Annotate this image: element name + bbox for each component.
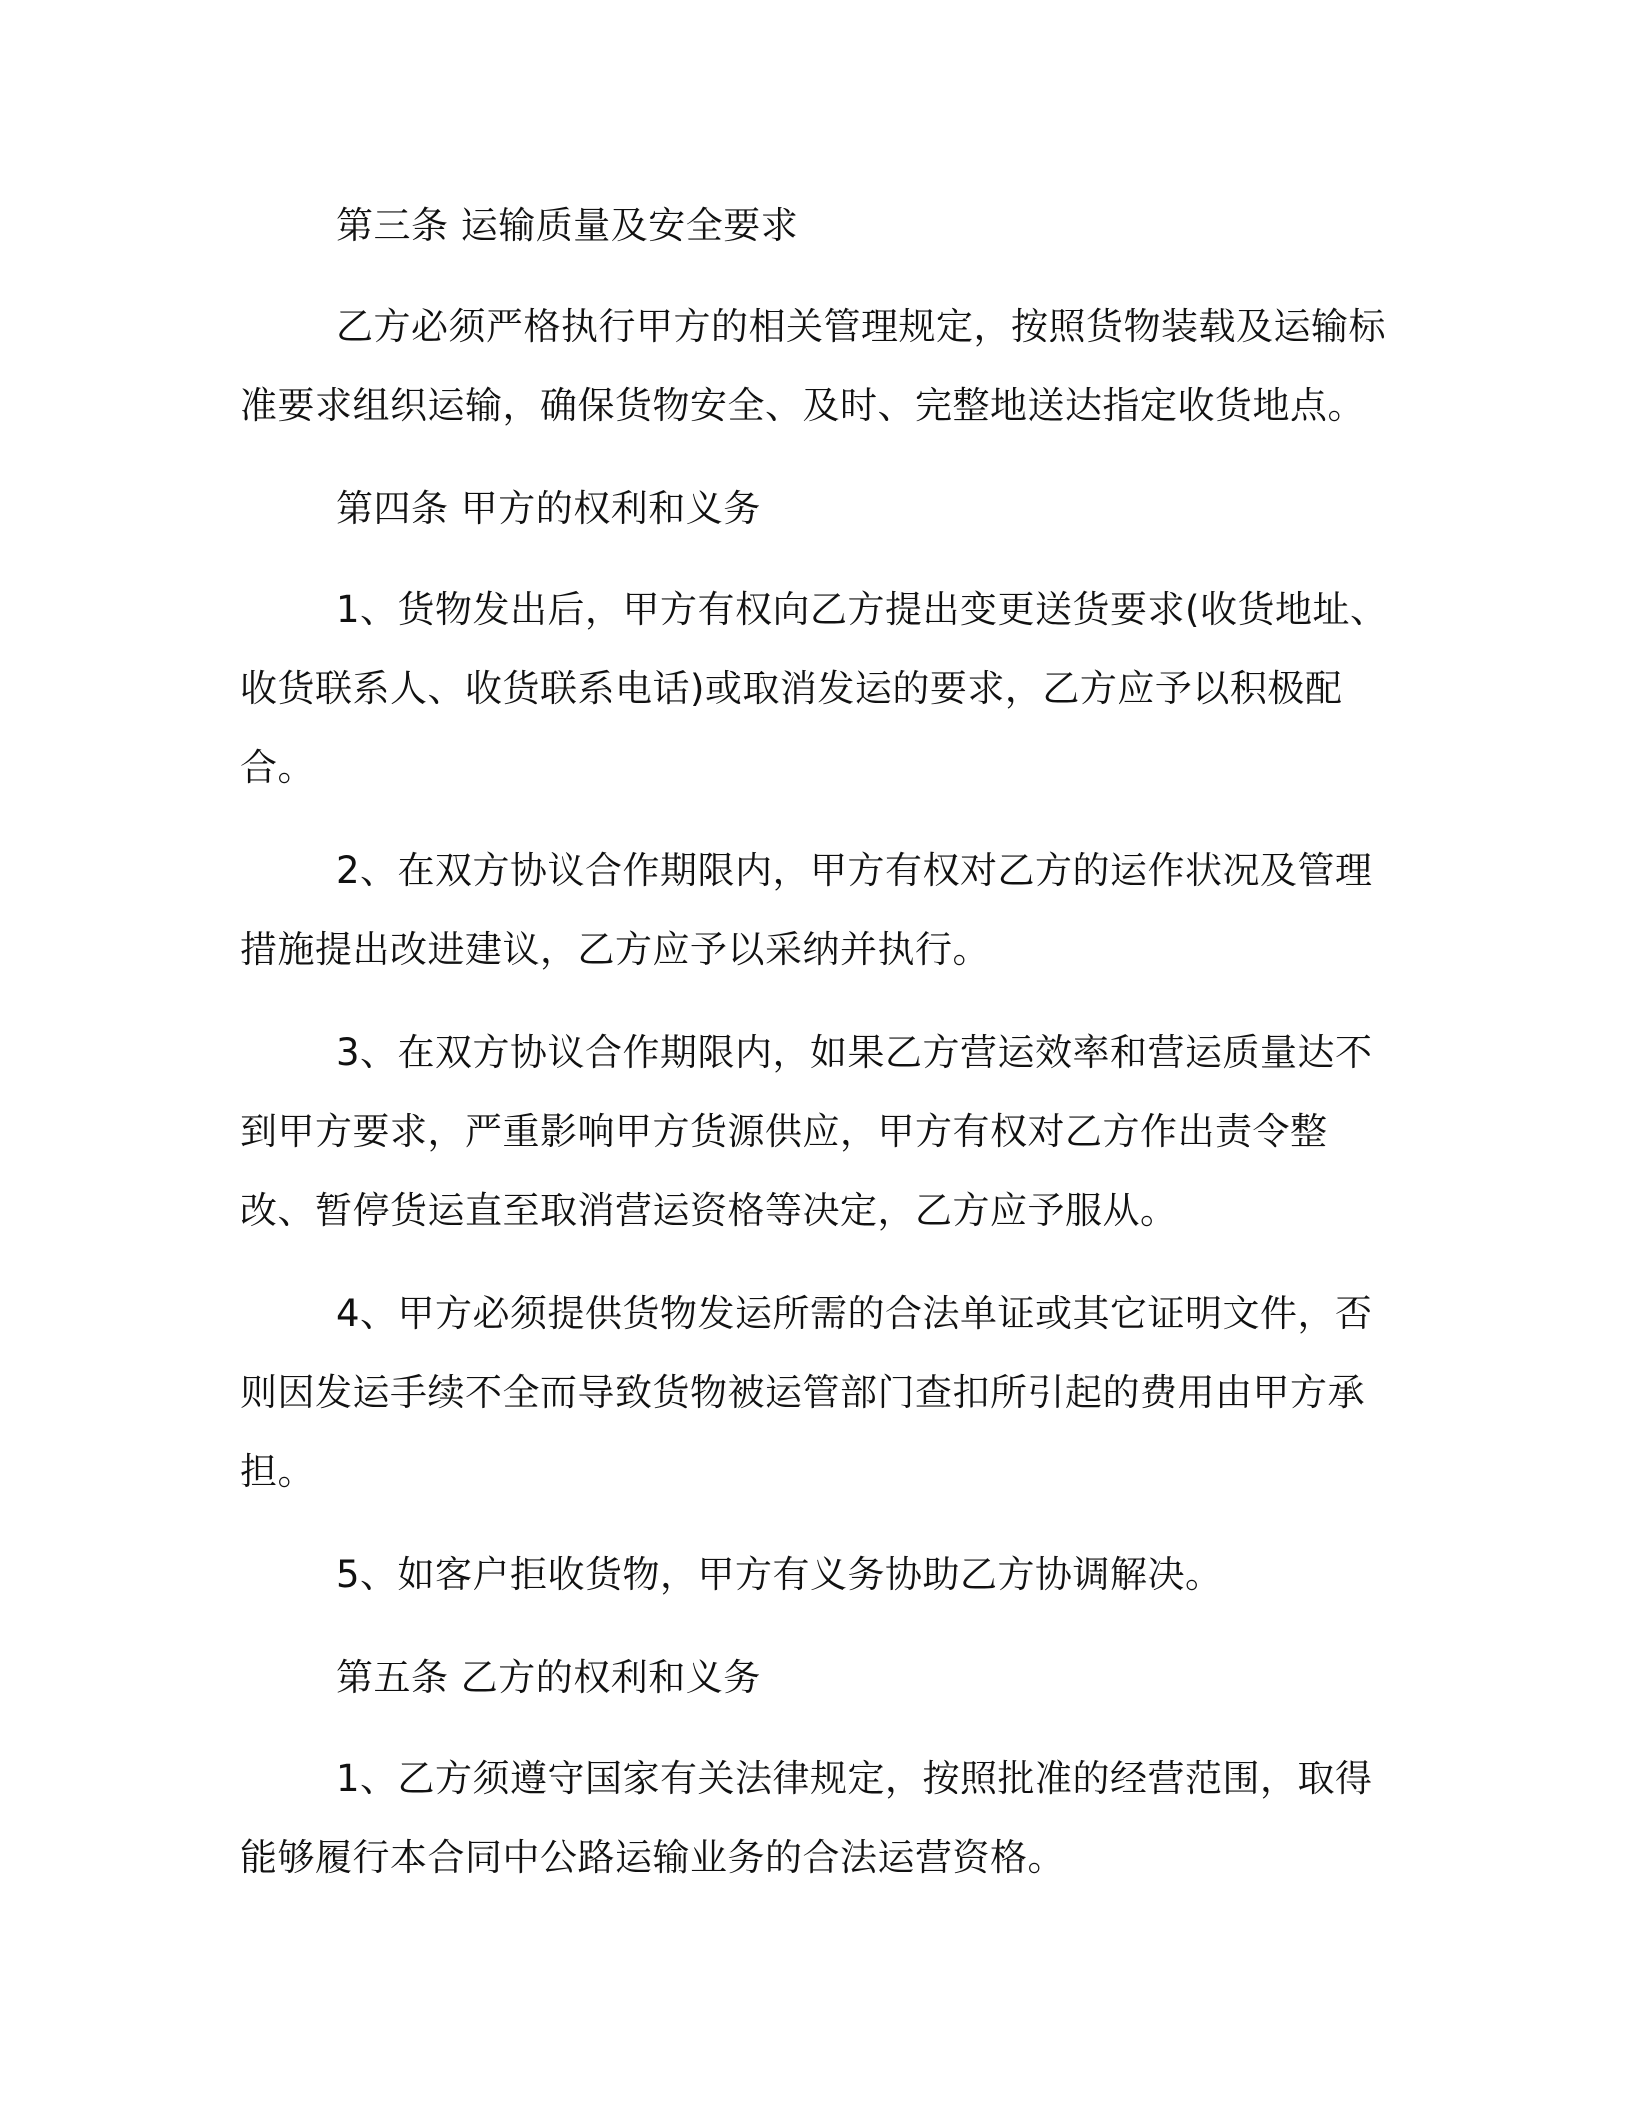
article4-item-4: 4、甲方必须提供货物发运所需的合法单证或其它证明文件，否则因发运手续不全而导致货物被运管部门查扣所引起的费用由甲方承担。 (240, 1292, 1373, 1493)
article5-heading: 第五条 乙方的权利和义务 (336, 1656, 761, 1699)
document-body (240, 186, 1390, 1897)
article4-heading: 第四条 甲方的权利和义务 (336, 487, 761, 530)
article3-body: 乙方必须严格执行甲方的相关管理规定，按照货物装载及运输标准要求组织运输，确保货物安全、及时、完整地送达指定收货地点。 (240, 305, 1386, 427)
article3-heading: 第三条 运输质量及安全要求 (336, 204, 799, 247)
article4-item-1: 1、货物发出后，甲方有权向乙方提出变更送货要求(收货地址、收货联系人、收货联系电话)或取消发运的要求，乙方应予以积极配合。 (240, 588, 1388, 789)
article4-item-5: 5、如客户拒收货物，甲方有义务协助乙方协调解决。 (336, 1553, 1223, 1596)
article4-item-2: 2、在双方协议合作期限内，甲方有权对乙方的运作状况及管理措施提出改进建议，乙方应予以采纳并执行。 (240, 849, 1373, 971)
article5-item-1: 1、乙方须遵守国家有关法律规定，按照批准的经营范围，取得能够履行本合同中公路运输业务的合法运营资格。 (240, 1757, 1373, 1879)
article4-item-3: 3、在双方协议合作期限内，如果乙方营运效率和营运质量达不到甲方要求，严重影响甲方货源供应，甲方有权对乙方作出责令整改、暂停货运直至取消营运资格等决定，乙方应予服从。 (240, 1031, 1373, 1232)
